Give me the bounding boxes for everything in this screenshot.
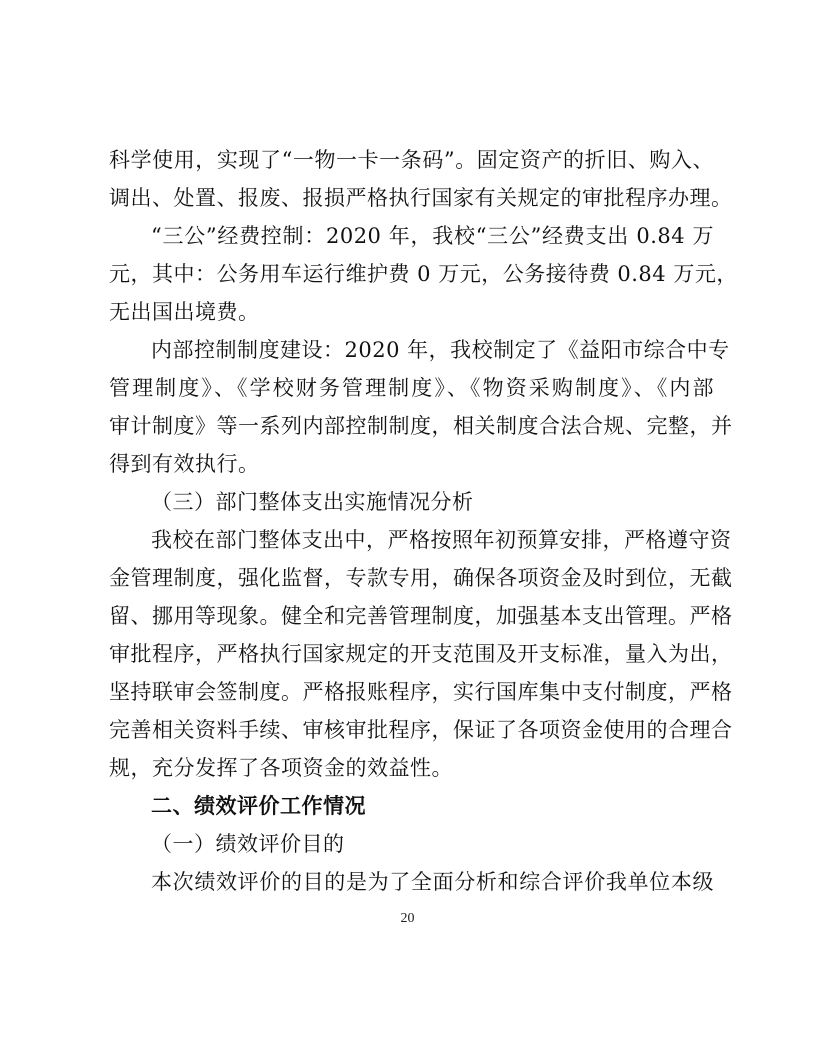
text-line: 留、挪用等现象。健全和完善管理制度，加强基本支出管理。严格 bbox=[109, 604, 733, 628]
text-line: 坚持联审会签制度。严格报账程序，实行国库集中支付制度，严格 bbox=[109, 680, 733, 704]
text-line: 元，其中：公务用车运行维护费 0 万元，公务接待费 0.84 万元， bbox=[109, 262, 738, 286]
paragraph-start-line: “三公”经费控制：2020 年，我校“三公”经费支出 0.84 万 bbox=[151, 224, 714, 248]
text-line: 得到有效执行。 bbox=[109, 452, 260, 476]
text-line: 审批程序，严格执行国家规定的开支范围及开支标准，量入为出， bbox=[109, 642, 733, 666]
text-line: 调出、处置、报废、报损严格执行国家有关规定的审批程序办理。 bbox=[109, 186, 733, 210]
text-line: 完善相关资料手续、审核审批程序，保证了各项资金使用的合理合 bbox=[109, 718, 733, 742]
text-line: 无出国出境费。 bbox=[109, 300, 260, 324]
paragraph-start-line: 内部控制制度建设：2020 年，我校制定了《益阳市综合中专 bbox=[151, 338, 730, 362]
paragraph-start-line: 本次绩效评价的目的是为了全面分析和综合评价我单位本级 bbox=[151, 870, 714, 894]
section-subheading: （三）部门整体支出实施情况分析 bbox=[151, 490, 474, 514]
text-line: 规，充分发挥了各项资金的效益性。 bbox=[109, 756, 453, 780]
section-subheading: （一）绩效评价目的 bbox=[151, 832, 345, 856]
text-line: 审计制度》等一系列内部控制制度，相关制度合法合规、完整，并 bbox=[109, 414, 733, 438]
section-heading: 二、绩效评价工作情况 bbox=[151, 794, 366, 818]
text-line: 管理制度》、《学校财务管理制度》、《物资采购制度》、《内部 bbox=[109, 376, 714, 400]
text-line: 科学使用，实现了“一物一卡一条码”。固定资产的折旧、购入、 bbox=[109, 148, 714, 172]
page-number: 20 bbox=[400, 911, 415, 926]
paragraph-start-line: 我校在部门整体支出中，严格按照年初预算安排，严格遵守资 bbox=[151, 528, 732, 552]
text-line: 金管理制度，强化监督，专款专用，确保各项资金及时到位，无截 bbox=[109, 566, 733, 590]
